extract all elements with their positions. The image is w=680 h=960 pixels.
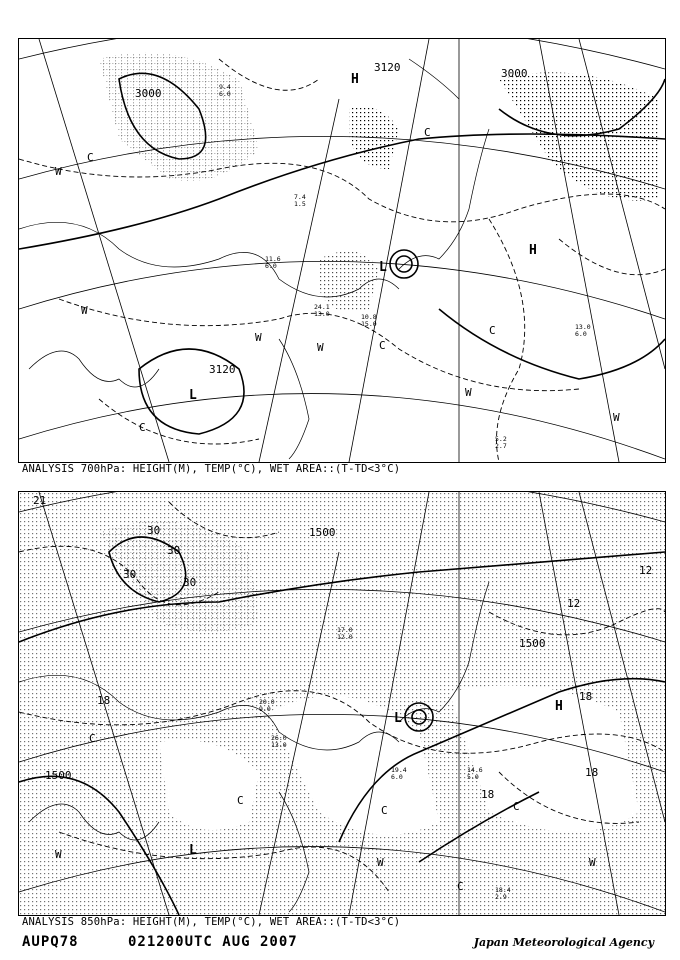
warm-label: W [255, 331, 262, 344]
cold-label: C [489, 324, 496, 337]
height-label: 1500 [519, 637, 546, 650]
warm-label: W [377, 856, 384, 869]
isotherm-label: 30 [147, 524, 161, 537]
low-center: L [189, 388, 197, 403]
warm-label: W [81, 304, 88, 317]
station-value: 11.6 6.0 [265, 255, 281, 270]
cold-label: C [513, 800, 520, 813]
isotherm-label: 18 [97, 694, 111, 707]
cold-label: C [381, 804, 388, 817]
chart-850hpa [18, 491, 666, 916]
cold-label: C [237, 794, 244, 807]
station-plots [219, 83, 591, 450]
station-value: 24.1 13.0 [314, 303, 330, 318]
station-value: 9.4 6.0 [219, 83, 231, 98]
isotherm-label: 12 [639, 564, 653, 577]
station-value: 13.0 6.0 [575, 323, 591, 338]
station-value: 20.0 9.0 [259, 698, 275, 713]
height-label: 3000 [501, 67, 528, 80]
caption-700hpa: ANALYSIS 700hPa: HEIGHT(M), TEMP(°C), WET AREA::(T-TD<3°C) [22, 463, 401, 475]
station-value: 14.6 5.0 [467, 766, 483, 781]
isotherm-label: 12 [567, 597, 581, 610]
cold-label: C [457, 880, 464, 893]
low-center: L [189, 843, 197, 858]
cold-label: C [379, 339, 386, 352]
cold-label: C [89, 732, 96, 745]
cold-label: C [87, 151, 94, 164]
isotherm-label: 18 [585, 766, 599, 779]
high-center: H [555, 699, 563, 714]
station-value: 7.4 1.5 [294, 193, 306, 208]
warm-label: W [55, 165, 62, 178]
agency-name: Japan Meteorological Agency [473, 936, 654, 949]
cold-label: C [139, 421, 146, 434]
station-value: 18.4 2.9 [495, 886, 511, 901]
cold-label: C [424, 126, 431, 139]
warm-label: W [613, 411, 620, 424]
chart-datetime: 021200UTC AUG 2007 [128, 934, 298, 950]
high-center: H [529, 243, 537, 258]
isotherm-label: 18 [481, 788, 495, 801]
station-value: 5.2 2.7 [495, 435, 507, 450]
wet-area-shading [19, 492, 665, 915]
map-850hpa [19, 492, 665, 915]
chart-700hpa [18, 38, 666, 463]
warm-label: W [589, 856, 596, 869]
height-label: 1500 [309, 526, 336, 539]
coastlines [19, 59, 489, 459]
station-value: 19.4 6.0 [391, 766, 407, 781]
high-center: H [351, 72, 359, 87]
low-center: L [394, 711, 402, 726]
chart-code: AUPQ78 [22, 934, 79, 950]
height-label: 1500 [45, 769, 72, 782]
map-700hpa [19, 39, 665, 462]
low-center: L [379, 260, 387, 275]
height-label: 3000 [135, 87, 162, 100]
isotherm-label: 30 [183, 576, 197, 589]
station-value: 10.8 15.0 [361, 313, 377, 328]
isotherm-label: 30 [123, 568, 137, 581]
height-label: 3120 [374, 61, 401, 74]
warm-label: W [55, 848, 62, 861]
isotherm-label: 21 [33, 494, 47, 507]
caption-850hpa: ANALYSIS 850hPa: HEIGHT(M), TEMP(°C), WET AREA::(T-TD<3°C) [22, 916, 401, 928]
isotherm-label: 18 [579, 690, 593, 703]
warm-label: W [465, 386, 472, 399]
station-value: 17.0 12.0 [337, 626, 353, 641]
station-value: 26.0 13.0 [271, 734, 287, 749]
warm-label: W [317, 341, 324, 354]
isotherm-label: 30 [167, 544, 181, 557]
height-label: 3120 [209, 363, 236, 376]
